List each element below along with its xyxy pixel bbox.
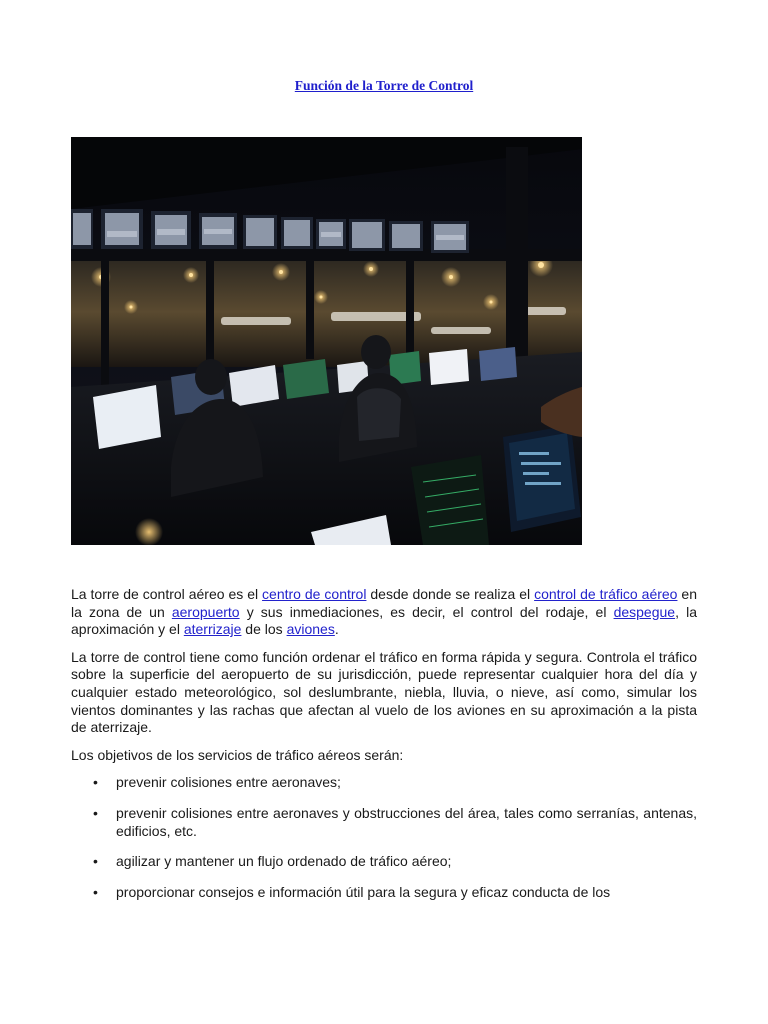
list-item-text: proporcionar consejos e información útil para la segura y eficaz conducta de los xyxy=(116,883,611,900)
paragraph-text: La torre de control aéreo es el xyxy=(71,586,263,602)
bullet-icon: • xyxy=(93,853,98,870)
paragraph-text: de los xyxy=(241,621,287,638)
list-item xyxy=(71,884,697,902)
link-despegue[interactable]: despegue xyxy=(613,603,676,620)
bullet-icon: • xyxy=(93,774,98,791)
link-aterrizaje[interactable]: aterrizaje xyxy=(183,621,242,638)
link-aviones[interactable]: aviones xyxy=(286,621,335,638)
control-tower-photo xyxy=(71,137,582,545)
list-item xyxy=(71,805,697,840)
paragraph-text: desde donde se realiza el xyxy=(366,586,535,602)
objectives-list xyxy=(71,774,697,901)
link-aeropuerto[interactable]: aeropuerto xyxy=(171,603,240,620)
link-control-de-trafico-aereo[interactable]: control de tráfico aéreo xyxy=(534,586,678,602)
list-item-text: agilizar y mantener un flujo ordenado de tráfico aéreo; xyxy=(116,853,452,870)
page-title-link[interactable]: Función de la Torre de Control xyxy=(294,78,474,93)
list-item xyxy=(71,774,697,792)
paragraph-text: en la zona de un xyxy=(71,586,697,620)
bullet-icon: • xyxy=(93,883,98,900)
function-paragraph: La torre de control tiene como función ordenar el tráfico en forma rápida y segura. Controla el tráfico sobre la superficie del aeropuerto de su jurisdicción, puede representar cualquier hora del día y cualquier estado meteorológico, sol deslumbrante, niebla, lluvia, o nieve, así como, simular los vientos dominantes y las rachas que afectan al vuelo de los aviones en su aproximación a la pista de aterrizaje. xyxy=(71,648,697,736)
paragraph-text: y sus inmediaciones, es decir, el control del rodaje, el xyxy=(239,603,614,620)
link-centro-de-control[interactable]: centro de control xyxy=(262,586,367,602)
list-item-text: prevenir colisiones entre aeronaves y obstrucciones del área, tales como serranías, antenas, edificios, etc. xyxy=(116,804,697,839)
article-body xyxy=(71,586,697,914)
objectives-intro: Los objetivos de los servicios de tráfico aéreos serán: xyxy=(71,746,404,763)
bullet-icon: • xyxy=(93,804,98,821)
list-item-text: prevenir colisiones entre aeronaves; xyxy=(116,774,341,791)
page-title xyxy=(0,78,768,94)
paragraph-text: , la aproximación y el xyxy=(71,603,697,638)
paragraph-text: . xyxy=(334,621,339,638)
list-item xyxy=(71,853,697,871)
intro-paragraph xyxy=(71,586,697,639)
